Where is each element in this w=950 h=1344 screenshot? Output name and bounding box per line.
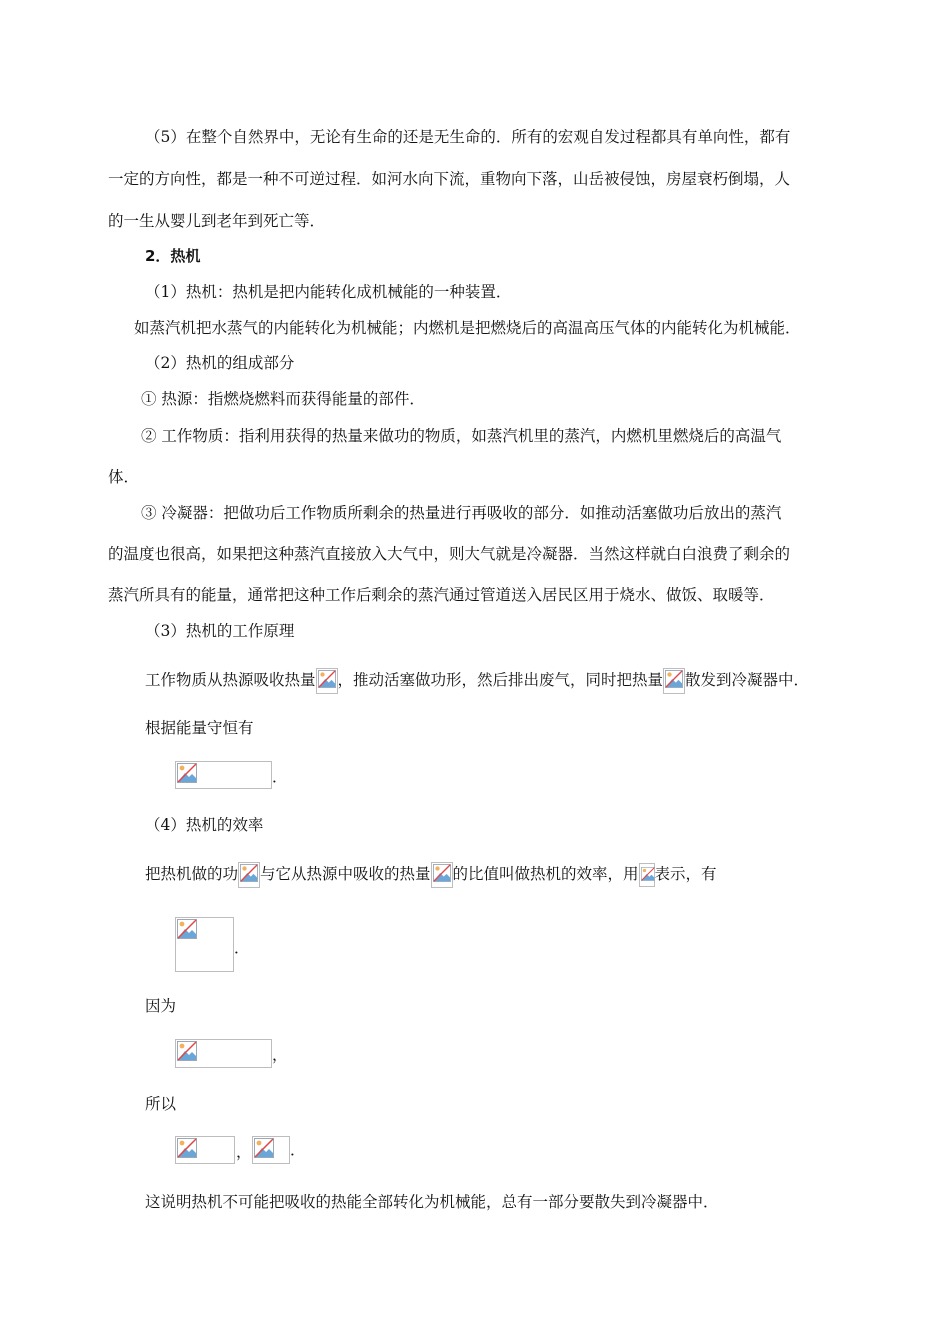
principle-sentence — [145, 668, 809, 694]
heat-engine-definition: （1）热机：热机是把内能转化成机械能的一种装置． — [145, 283, 512, 301]
para5-line2: 一定的方向性，都是一种不可逆过程．如河水向下流，重物向下落，山岳被侵蚀，房屋衰朽倒塌，人 — [108, 170, 791, 188]
part-working-substance-line1: ② 工作物质：指利用获得的热量来做功的物质，如蒸汽机里的蒸汽，内燃机里燃烧后的高温气 — [141, 427, 782, 445]
formula-image-icon — [175, 761, 272, 789]
efficiency-sentence — [145, 862, 717, 888]
part-condenser-line3: 蒸汽所具有的能量，通常把这种工作后剩余的蒸汽通过管道送入居民区用于烧水、做饭、取暖等． — [108, 586, 775, 604]
efficiency-text-a: 把热机做的功 — [145, 865, 239, 883]
heat-engine-example: 如蒸汽机把水蒸气的内能转化为机械能；内燃机是把燃烧后的高温高压气体的内能转化为机械能． — [134, 319, 801, 337]
formula-comma: ， — [236, 1143, 252, 1161]
part-working-substance-line2: 体． — [108, 468, 140, 486]
formula-image-icon — [639, 863, 655, 887]
formula-image-icon — [252, 1136, 290, 1164]
parts-heading: （2）热机的组成部分 — [145, 354, 295, 372]
para5-line1: （5）在整个自然界中，无论有生命的还是无生命的．所有的宏观自发过程都具有单向性，都有 — [145, 128, 791, 146]
para5-line3: 的一生从婴儿到老年到死亡等． — [108, 212, 326, 230]
part-condenser-line1: ③ 冷凝器：把做功后工作物质所剩余的热量进行再吸收的部分．如推动活塞做功后放出的蒸汽 — [141, 504, 782, 522]
formula-image-icon — [238, 862, 260, 888]
efficiency-text-c: 的比值叫做热机的效率，用 — [452, 865, 639, 883]
formula-period: ． — [290, 1141, 306, 1159]
because-text: 因为 — [145, 997, 177, 1015]
formula-period: ． — [272, 768, 288, 786]
formula-image-icon — [663, 668, 685, 694]
principle-text-a: 工作物质从热源吸收热量 — [145, 671, 316, 689]
therefore-text: 所以 — [145, 1095, 177, 1113]
conclusion-text: 这说明热机不可能把吸收的热能全部转化为机械能，总有一部分要散失到冷凝器中． — [145, 1193, 719, 1211]
formula-comma: ， — [272, 1046, 288, 1064]
formula-image-icon — [316, 668, 338, 694]
part-condenser-line2: 的温度也很高，如果把这种蒸汽直接放入大气中，则大气就是冷凝器．当然这样就白白浪费了剩余的 — [108, 545, 791, 563]
efficiency-text-d: 表示，有 — [654, 865, 717, 883]
part-heat-source: ① 热源：指燃烧燃料而获得能量的部件． — [141, 390, 425, 408]
formula-period: ． — [234, 939, 250, 957]
principle-text-b: ，推动活塞做功形，然后排出废气，同时把热量 — [337, 671, 664, 689]
formula-image-icon — [431, 862, 453, 888]
formula-image-icon — [175, 917, 234, 972]
formula-image-icon — [175, 1136, 235, 1164]
principle-text-c: 散发到冷凝器中． — [685, 671, 810, 689]
section-heading-heat-engine: 2．热机 — [145, 247, 201, 265]
efficiency-text-b: 与它从热源中吸收的热量 — [260, 865, 431, 883]
principle-heading: （3）热机的工作原理 — [145, 622, 295, 640]
efficiency-heading: （4）热机的效率 — [145, 816, 264, 834]
conservation-text: 根据能量守恒有 — [145, 719, 254, 737]
formula-image-icon — [175, 1039, 272, 1068]
